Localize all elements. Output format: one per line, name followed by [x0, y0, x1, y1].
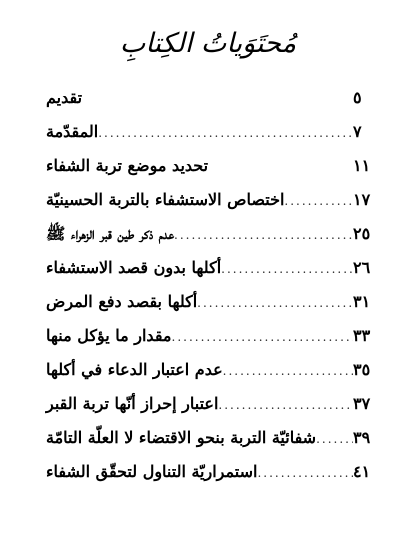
dot-leader	[221, 262, 353, 276]
toc-entry	[42, 394, 387, 428]
dot-leader	[174, 228, 353, 242]
page-title: مُحتَوَياتُ الكِتابِ	[119, 28, 297, 59]
toc-entry-title: تحديد موضع تربة الشفاء	[46, 156, 209, 175]
dot-leader	[197, 296, 353, 310]
toc-entry-page: ١١	[353, 156, 371, 175]
toc-entry	[42, 156, 387, 190]
toc-entry-page: ٢٦	[353, 258, 371, 277]
dot-leader	[218, 398, 353, 412]
toc-entry	[42, 88, 387, 122]
dot-leader	[257, 466, 353, 480]
toc-entry-title: استمراريّة التناول لتحقّق الشفاء	[46, 462, 258, 481]
toc-entry-title: المقدّمة	[46, 122, 99, 141]
toc-entry-page: ٧	[353, 122, 362, 141]
toc-entry	[42, 258, 387, 292]
toc-entry-title: اعتبار إحراز أنّها تربة القبر	[46, 394, 219, 413]
table-of-contents	[42, 88, 387, 496]
dot-leader	[98, 126, 353, 140]
toc-entry-title: أكلها بقصد دفع المرض	[46, 292, 198, 311]
toc-entry-page: ٣٥	[353, 360, 371, 379]
toc-entry-title: عدم ذكر طين قبر الزهراء ﷺ	[46, 224, 175, 243]
toc-entry	[42, 428, 387, 462]
toc-entry-title: تقديم	[46, 88, 83, 107]
toc-entry-page: ٣٧	[353, 394, 371, 413]
toc-entry	[42, 462, 387, 496]
toc-entry-page: ٢٥	[353, 224, 371, 243]
dot-leader	[316, 432, 353, 446]
toc-entry	[42, 360, 387, 394]
toc-entry-title: أكلها بدون قصد الاستشفاء	[46, 258, 222, 277]
toc-entry	[42, 292, 387, 326]
dot-leader	[284, 194, 353, 208]
toc-entry	[42, 190, 387, 224]
toc-entry	[42, 122, 387, 156]
toc-entry-title: مقدار ما يؤكل منها	[46, 326, 172, 345]
toc-entry	[42, 326, 387, 360]
toc-entry-title: شفائيّة التربة بنحو الاقتضاء لا العلّة التامّة	[46, 428, 317, 447]
dot-leader	[223, 364, 353, 378]
toc-entry-title: اختصاص الاستشفاء بالتربة الحسينيّة	[46, 190, 285, 209]
toc-entry-title: عدم اعتبار الدعاء في أكلها	[46, 360, 223, 379]
dot-leader	[172, 330, 354, 344]
toc-entry-page: ٣١	[353, 292, 371, 311]
toc-entry-page: ٤١	[353, 462, 371, 481]
toc-entry-page: ٥	[353, 88, 362, 107]
toc-entry	[42, 224, 387, 258]
toc-entry-page: ٣٣	[353, 326, 371, 345]
toc-entry-page: ١٧	[353, 190, 371, 209]
toc-entry-page: ٣٩	[353, 428, 371, 447]
